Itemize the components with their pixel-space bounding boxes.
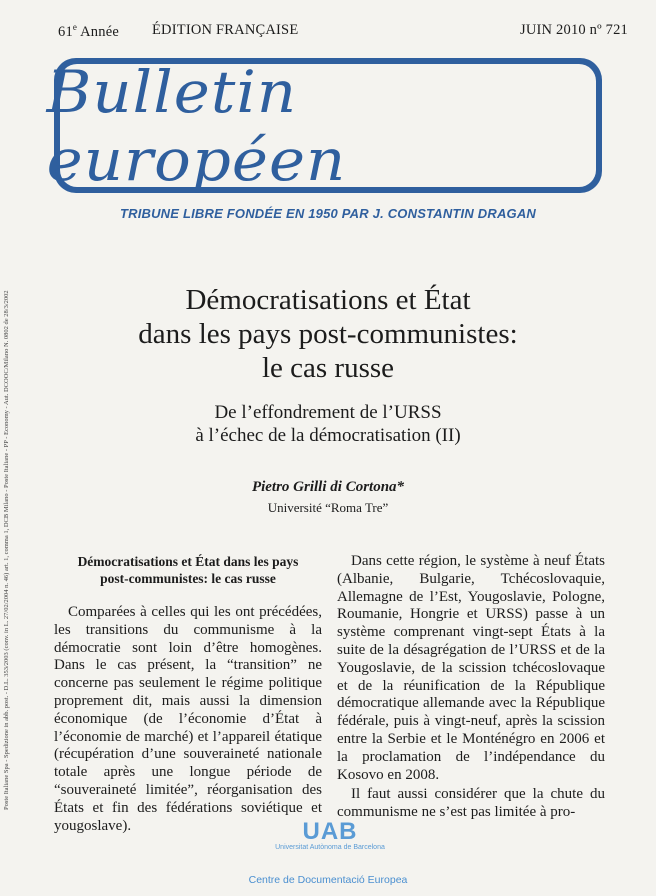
subtitle-line: De l’effondrement de l’URSS — [214, 402, 442, 423]
masthead-inner — [46, 57, 596, 194]
abstract-title-line: post-communistes: le cas russe — [100, 571, 276, 586]
article-subtitle — [0, 401, 656, 447]
issue-year: 61e Année — [58, 22, 119, 40]
author-affiliation: Université “Roma Tre” — [267, 500, 389, 515]
abstract-title-line: Démocratisations et État dans les pays — [77, 554, 299, 569]
body-paragraph: Dans cette région, le système à neuf États (Albanie, Bulgarie, Tchécoslovaquie, Allemagne de l’Est, Yougoslavie, Pologne, Roumanie, Hongrie et URSS) passe à un système comprenant vingt-sept États à la suite de la désagrégation de l’URSS et de la Yougoslavie, de la scission tchécoslovaque et de la réunification de la République démocratique allemande avec la République fédérale, puis à vingt-neuf, après la scission entre la Serbie et le Monténégro en 2006 et la proclamation de l’indépendance du Kosovo en 2008. — [337, 553, 605, 783]
title-line: le cas russe — [261, 352, 395, 384]
uab-logo-subtitle: Universitat Autònoma de Barcelona — [275, 844, 385, 851]
subtitle-line: à l’échec de la démocratisation (II) — [195, 425, 461, 446]
uab-logo: UAB — [302, 818, 358, 845]
right-column — [337, 553, 605, 822]
tagline: TRIBUNE LIBRE FONDÉE EN 1950 PAR J. CONSTANTIN DRAGAN — [119, 206, 537, 221]
title-line: Démocratisations et État — [185, 284, 471, 316]
edition-label: ÉDITION FRANÇAISE — [152, 22, 299, 38]
library-stamp — [250, 818, 410, 851]
abstract-title — [54, 553, 322, 587]
left-column — [54, 553, 322, 835]
body-paragraph: Il faut aussi considérer que la chute du communisme ne s’est pas limitée à pro- — [337, 786, 605, 821]
masthead — [46, 57, 602, 194]
article-title — [0, 283, 656, 385]
masthead-title: Bulletin européen — [46, 57, 347, 194]
issue-date: JUIN 2010 nº 721 — [520, 22, 628, 38]
author-name: Pietro Grilli di Cortona* — [251, 479, 405, 495]
title-line: dans les pays post-communistes: — [138, 318, 518, 350]
body-paragraph: Comparées à celles qui les ont précédées, les transitions du communisme à la démocratie sont loin d’être homogènes. Dans le cas présent, la “transition” ne concerne pas seulement le régime politique proprement dit, mais aussi la dimension économique (de l’économie d’État à l’économie de marché) et l’appareil étatique (récupération d’une souveraineté nationale totale après une longue période de “souveraineté limitée”, réorganisation des États et fin des fédérations soviétique et yougoslave). — [54, 604, 322, 834]
postal-margin-text: Poste Italiane Spa - Spedizione in abb. post. - D.L. 353/2003 (conv. in L. 27/02/2004 n. 46) art. 1, comma 1, DCB Milano - Poste Italiane - PP - Economy - Aut. DCOOC/Milano N. 0802 de 28/3/2002 — [3, 290, 10, 810]
stamp-centre: Centre de Documentació Europea — [248, 874, 408, 886]
